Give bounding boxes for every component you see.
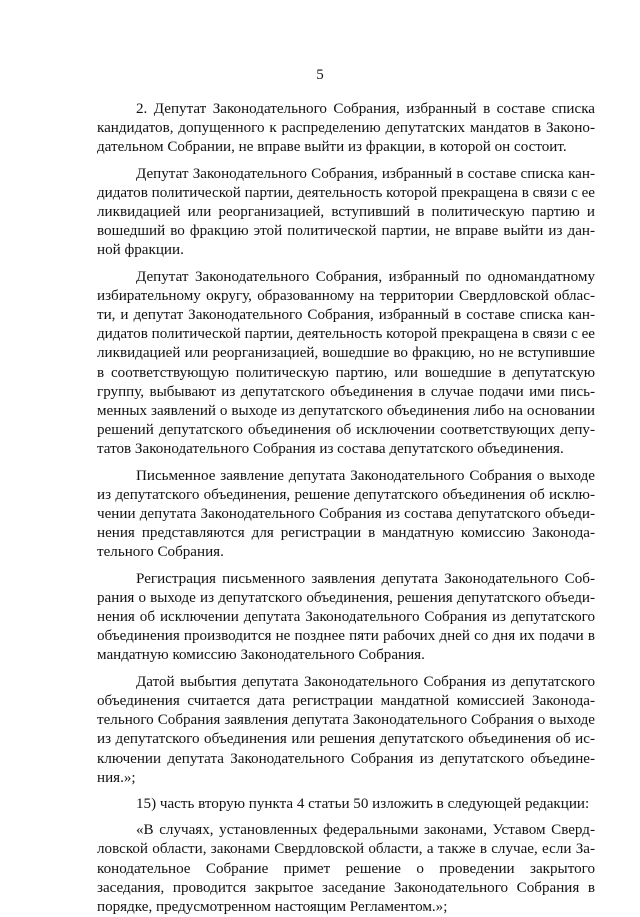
paragraph-5: Регистрация письменного заявления депутата Законодательного Собрания о выходе из депутатского объединения, решения депутатского объединения об исключении депутата Законодательного Собрания из депутатского объединения производится не позднее пяти рабочих дней со дня их подачи в мандатную комиссию Законодательного Собрания. xyxy=(97,570,595,664)
document-body xyxy=(97,100,595,917)
paragraph-8: «В случаях, установленных федеральными законами, Уставом Свердловской области, законами Свердловской области, а также в случае, если Законодательное Собрание примет решение о проведении закрытого заседания, проводится закрытое заседание Законодательного Собрания в порядке, предусмотренном настоящим Регламентом.»; xyxy=(97,822,595,915)
paragraph-4: Письменное заявление депутата Законодательного Собрания о выходе из депутатского объединения, решение депутатского объединения об исключении депутата Законодательного Собрания из состава депутатского объединения представляются для регистрации в мандатную комиссию Законодательного Собрания. xyxy=(97,467,595,561)
paragraph-2: Депутат Законодательного Собрания, избранный в составе списка кандидатов политической партии, деятельность которой прекращена в связи с ее ликвидацией или реорганизацией, вступивший в политическую партию и вошедший во фракцию этой политической партии, не вправе выйти из данной фракции. xyxy=(97,165,595,259)
page-number: 5 xyxy=(316,67,324,83)
paragraph-7: 15) часть вторую пункта 4 статьи 50 изложить в следующей редакции: xyxy=(136,795,590,812)
paragraph-1: 2. Депутат Законодательного Собрания, избранный в составе списка кандидатов, допущенного к распределению депутатских мандатов в Законодательном Собрании, не вправе выйти из фракции, в которой он состоит. xyxy=(97,101,595,156)
paragraph-3: Депутат Законодательного Собрания, избранный по одномандатному избирательному округу, образованному на территории Свердловской области, и депутат Законодательного Собрания, избранный в составе списка кандидатов политической партии, деятельность которой прекращена в связи с ее ликвидацией или реорганизацией, вошедшие во фракцию, но не вступившие в соответствующую политическую партию, или вошедшие в депутатскую группу, выбывают из депутатского объединения в случае подачи ими письменных заявлений о выходе из депутатского объединения либо на основании решений депутатского объединения об исключении соответствующих депутатов Законодательного Собрания из состава депутатского объединения. xyxy=(97,268,595,458)
paragraph-6: Датой выбытия депутата Законодательного Собрания из депутатского объединения считается дата регистрации мандатной комиссией Законодательного Собрания заявления депутата Законодательного Собрания о выходе из депутатского объединения или решения депутатского объединения об исключении депутата Законодательного Собрания из депутатского объединения.»; xyxy=(97,673,595,786)
